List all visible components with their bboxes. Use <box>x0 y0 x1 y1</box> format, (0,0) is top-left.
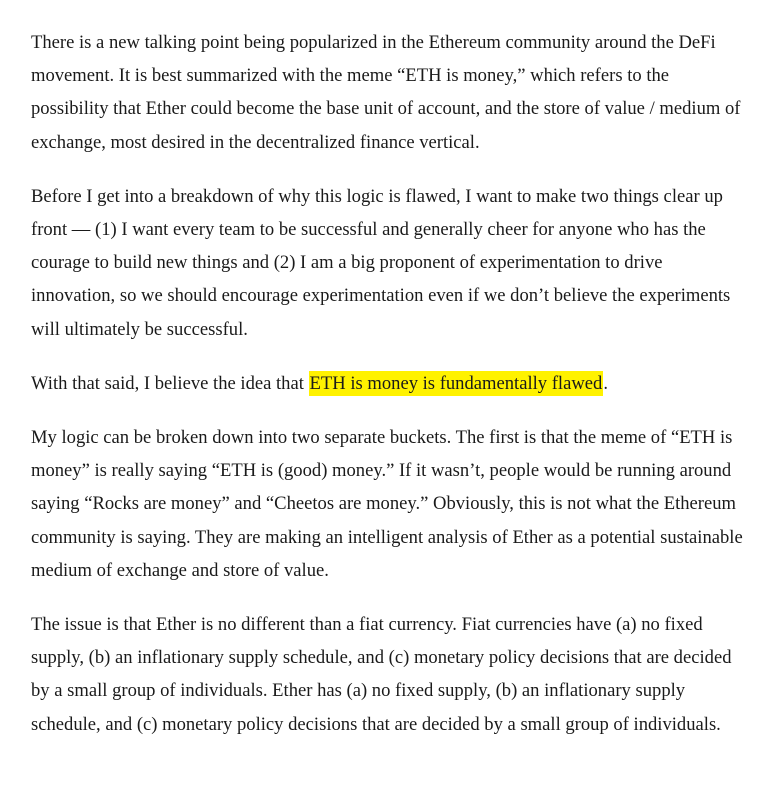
paragraph-eth-is-money-meme: There is a new talking point being popularized in the Ethereum community around the DeFi movement. It is best summarized with the meme “ETH is money,” which refers to the possibility that Ether could become the base unit of account, and the store of value / medium of exchange, most desired in the decentralized finance vertical. <box>31 32 741 153</box>
thesis-lead-text: With that said, I believe the idea that <box>31 372 309 394</box>
highlighted-text[interactable]: ETH is money is fundamentally flawed <box>309 372 603 394</box>
paragraph-disclaimer: Before I get into a breakdown of why this logic is flawed, I want to make two things clear up front — (1) I want every team to be successful and generally cheer for anyone who has the courage to build new things and (2) I am a big proponent of experimentation to drive innovation, so we should encourage experimentation even if we don’t believe the experiments will ultimately be successful. <box>31 185 731 340</box>
thesis-trailing-text: . <box>603 372 608 394</box>
paragraph-thesis <box>31 367 743 400</box>
paragraph-logic-buckets: My logic can be broken down into two separate buckets. The first is that the meme of “ETH is money” is really saying “ETH is (good) money.” If it wasn’t, people would be running around saying “Rocks are money” and “Cheetos are money.” Obviously, this is not what the Ethereum community is saying. They are making an intelligent analysis of Ether as a potential sustainable medium of exchange and store of value. <box>31 427 743 581</box>
paragraph-fiat-comparison: The issue is that Ether is no different than a fiat currency. Fiat currencies have (a) no fixed supply, (b) an inflationary supply schedule, and (c) monetary policy decisions that are decided by a small group of individuals. Ether has (a) no fixed supply, (b) an inflationary supply schedule, and (c) monetary policy decisions that are decided by a small group of individuals. <box>31 614 732 735</box>
article-body <box>31 26 743 762</box>
